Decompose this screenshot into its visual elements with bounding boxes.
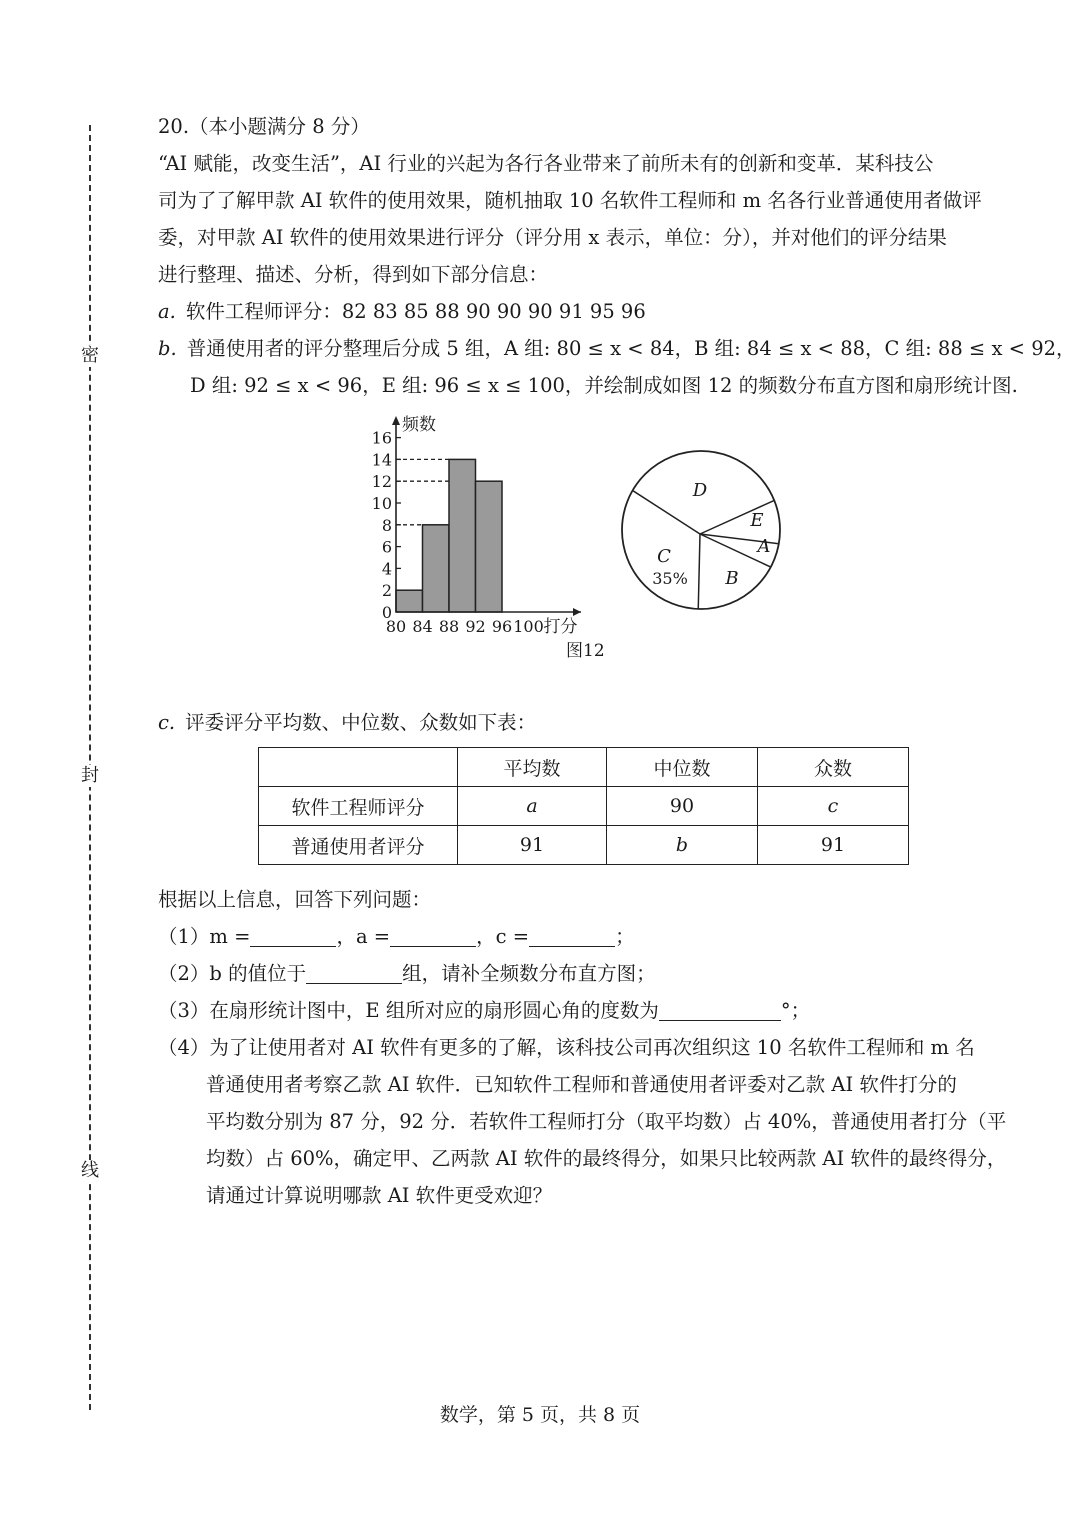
info-c-text: 评委评分平均数、中位数、众数如下表： — [185, 711, 537, 734]
histogram-bar-92-96 — [476, 481, 503, 612]
binding-char-xian: 线 — [81, 1160, 99, 1181]
figure-caption: 图12 — [566, 641, 605, 661]
questions-intro: 根据以上信息，回答下列问题： — [158, 888, 432, 911]
question-4-line-2: 普通使用者考察乙款 AI 软件．已知软件工程师和普通使用者评委对乙款 AI 软件打分的 — [206, 1073, 957, 1096]
table-cell: 软件工程师评分 — [259, 787, 458, 826]
histogram-bar-88-92 — [449, 459, 476, 612]
pie-chart — [620, 444, 792, 616]
info-b-line-2: D 组: 92 ≤ x < 96，E 组: 96 ≤ x ≤ 100，并绘制成如图 12 的频数分布直方图和扇形统计图. — [190, 374, 1018, 397]
question-1-a: ，a = — [336, 925, 391, 948]
table-header-cell — [259, 748, 458, 787]
pie-slice-label: A — [757, 536, 771, 557]
x-axis-arrow-icon — [573, 608, 581, 616]
pie-slice-label: D — [692, 480, 708, 501]
pie-slice-label: E — [750, 510, 764, 531]
binding-char-feng: 封 — [81, 765, 99, 786]
x-tick-label: 88 — [438, 617, 460, 636]
question-1-end: ； — [615, 925, 635, 948]
question-4 — [158, 1029, 1010, 1066]
table-header-cell: 众数 — [758, 748, 909, 787]
question-4-number: （4） — [158, 1036, 210, 1059]
question-2-pre: b 的值位于 — [209, 962, 307, 985]
info-c-label: c. — [158, 711, 176, 734]
info-a-text: 软件工程师评分：82 83 85 88 90 90 90 91 95 96 — [185, 300, 646, 323]
question-1-number: （1） — [158, 925, 210, 948]
y-tick-label: 6 — [381, 537, 392, 557]
pie-slice-percent: 35% — [652, 569, 688, 588]
table-row — [259, 826, 909, 865]
histogram-bar-84-88 — [423, 525, 450, 612]
question-4-line-5: 请通过计算说明哪款 AI 软件更受欢迎？ — [206, 1184, 553, 1207]
intro-line-3: 委，对甲款 AI 软件的使用效果进行评分（评分用 x 表示，单位：分），并对他们的评分结果 — [158, 226, 947, 249]
y-tick-label: 12 — [371, 472, 392, 492]
table-cell: 91 — [458, 826, 607, 865]
question-4-line-4: 均数）占 60%，确定甲、乙两款 AI 软件的最终得分，如果只比较两款 AI 软件的最终得分， — [206, 1147, 1007, 1170]
pie-slice-label: B — [725, 568, 739, 589]
answer-blank-c[interactable] — [529, 926, 615, 947]
x-tick-label: 84 — [412, 617, 433, 636]
info-b — [158, 330, 1076, 367]
table-cell: b — [607, 826, 758, 865]
answer-blank-b-group[interactable] — [306, 963, 402, 984]
x-tick-label: 92 — [465, 617, 486, 636]
question-1 — [158, 918, 1010, 955]
y-tick-label: 14 — [371, 450, 392, 470]
pie-slice-label: C — [657, 546, 671, 567]
y-tick-label: 10 — [371, 494, 392, 513]
histogram-bar-80-84 — [396, 590, 423, 612]
x-tick-label: 80 — [385, 617, 407, 636]
question-3-number: （3） — [158, 999, 210, 1022]
y-tick-label: 0 — [381, 603, 392, 622]
info-c — [158, 704, 1010, 741]
intro-line-2: 司为了了解甲款 AI 软件的使用效果，随机抽取 10 名软件工程师和 m 名各行业普通使用者做评 — [158, 189, 982, 212]
question-3-pre: 在扇形统计图中，E 组所对应的扇形圆心角的度数为 — [209, 999, 659, 1022]
table-cell: a — [458, 787, 607, 826]
table-cell: 普通使用者评分 — [259, 826, 458, 865]
figure-12 — [158, 404, 1010, 704]
question-4-line-1: 为了让使用者对 AI 软件有更多的了解，该科技公司再次组织这 10 名软件工程师和 m 名 — [209, 1036, 975, 1059]
question-2 — [158, 955, 1010, 992]
table-header-cell: 平均数 — [458, 748, 607, 787]
problem-20 — [158, 108, 1076, 1214]
question-1-m: m = — [209, 925, 251, 948]
table-cell: 91 — [758, 826, 909, 865]
question-2-number: （2） — [158, 962, 210, 985]
binding-char-mi: 密 — [81, 345, 99, 366]
x-axis-label: 打分 — [543, 617, 578, 637]
info-a-label: a. — [158, 300, 176, 323]
score-table — [258, 747, 909, 865]
problem-header: 20.（本小题满分 8 分） — [158, 115, 370, 138]
intro-line-1: “AI 赋能，改变生活”，AI 行业的兴起为各行各业带来了前所未有的创新和变革．某科技公 — [158, 152, 934, 175]
table-cell: c — [758, 787, 909, 826]
question-3-post: °； — [780, 999, 811, 1022]
answer-blank-a[interactable] — [390, 926, 476, 947]
y-axis-arrow-icon — [392, 416, 400, 425]
y-axis-label: 频数 — [402, 415, 436, 435]
y-tick-label: 16 — [371, 428, 392, 448]
answer-blank-m[interactable] — [250, 926, 336, 947]
x-tick-label: 96 — [491, 617, 513, 636]
table-header-row — [259, 748, 909, 787]
y-tick-label: 2 — [381, 581, 392, 601]
info-b-line-1: 普通使用者的评分整理后分成 5 组，A 组: 80 ≤ x < 84，B 组: 84 ≤ x < 88，C 组: 88 ≤ x < 92， — [186, 337, 1076, 360]
info-b-label: b. — [158, 337, 177, 360]
histogram-chart — [356, 412, 606, 642]
info-a — [158, 293, 1010, 330]
question-3 — [158, 992, 1010, 1029]
answer-blank-angle[interactable] — [659, 1000, 781, 1021]
question-4-line-3: 平均数分别为 87 分，92 分．若软件工程师打分（取平均数）占 40%，普通使用者打分（平 — [206, 1110, 1007, 1133]
table-row — [259, 787, 909, 826]
y-tick-label: 4 — [381, 559, 392, 579]
page-footer: 数学，第 5 页，共 8 页 — [439, 1404, 641, 1426]
y-tick-label: 8 — [381, 515, 392, 535]
question-2-post: 组，请补全频数分布直方图； — [402, 962, 656, 985]
question-1-c: ，c = — [476, 925, 530, 948]
x-tick-label: 100 — [513, 617, 544, 636]
table-cell: 90 — [607, 787, 758, 826]
table-header-cell: 中位数 — [607, 748, 758, 787]
intro-line-4: 进行整理、描述、分析，得到如下部分信息： — [158, 263, 549, 286]
